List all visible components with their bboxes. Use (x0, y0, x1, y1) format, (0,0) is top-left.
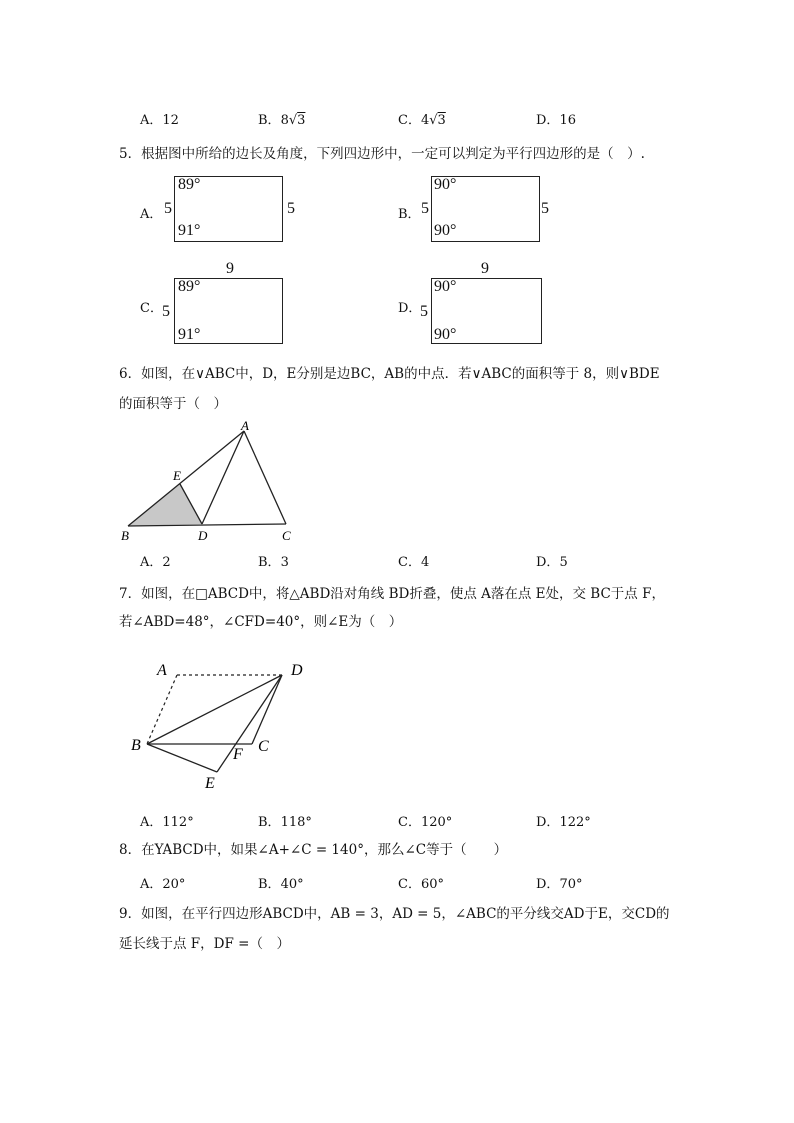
radical-sign: √ (288, 113, 298, 128)
q6-point-a: A (241, 418, 249, 433)
q6-point-c: C (282, 528, 291, 543)
q6-point-b: B (121, 528, 129, 543)
q6-option-d[interactable]: D．5 (536, 555, 568, 570)
q7-option-d[interactable]: D．122° (536, 815, 591, 830)
q7-segment-be (147, 744, 217, 772)
q5-figure-b-right-side: 5 (541, 200, 549, 217)
q6-stem-line2: 的面积等于（ ） (119, 396, 227, 412)
q8-option-d[interactable]: D．70° (536, 877, 583, 892)
q7-option-b[interactable]: B．118° (258, 815, 312, 830)
q5-figure-a-left-side: 5 (164, 200, 172, 217)
q5-figure-b-letter: B． (398, 207, 421, 222)
q6-segment-ac (244, 431, 286, 524)
q7-option-c[interactable]: C．120° (398, 815, 453, 830)
q7-parallelogram-figure (125, 655, 325, 795)
q5-figure-a-angle-top: 89° (178, 176, 201, 193)
q7-segment-cd (252, 675, 282, 744)
q9-stem-line2: 延长线于点 F，DF =（ ） (119, 936, 290, 952)
q7-segment-ed (217, 675, 282, 772)
q7-point-b: B (131, 737, 141, 754)
q6-stem-line1: 6．如图，在∨ABC中，D，E分别是边BC，AB的中点．若∨ABC的面积等于 8，则∨BDE (119, 366, 660, 382)
q5-figure-a-angle-bottom: 91° (178, 222, 201, 239)
q6-option-a[interactable]: A．2 (140, 555, 171, 570)
q8-option-a[interactable]: A．20° (140, 877, 186, 892)
q8-option-b[interactable]: B．40° (258, 877, 304, 892)
q6-triangle-figure (110, 418, 310, 546)
q5-figure-b-angle-top: 90° (434, 176, 457, 193)
q4-option-a[interactable]: A．12 (140, 113, 179, 128)
q5-stem: 5．根据图中所给的边长及角度，下列四边形中，一定可以判定为平行四边形的是（ ）. (119, 146, 645, 162)
q7-point-e: E (205, 775, 215, 792)
q5-figure-c-angle-top: 89° (178, 278, 201, 295)
q4-option-d[interactable]: D．16 (536, 113, 576, 128)
q7-stem-line1: 7．如图，在□ABCD中，将△ABD沿对角线 BD折叠，使点 A落在点 E处，交 BC于点 F， (119, 586, 665, 602)
q8-stem: 8．在YABCD中，如果∠A+∠C = 140°，那么∠C等于（ ） (119, 842, 508, 858)
q7-point-a: A (157, 662, 167, 679)
q8-option-c[interactable]: C．60° (398, 877, 444, 892)
q7-segment-bd (147, 675, 282, 744)
q5-figure-c-left-side: 5 (162, 303, 170, 320)
q7-point-d: D (291, 662, 303, 679)
q7-stem-line2: 若∠ABD=48°，∠CFD=40°，则∠E为（ ） (119, 614, 403, 630)
q9-stem-line1: 9．如图，在平行四边形ABCD中，AB = 3，AD = 5，∠ABC的平分线交AD于E，交CD的 (119, 906, 670, 922)
q6-option-c[interactable]: C．4 (398, 555, 430, 570)
q7-point-c: C (258, 738, 269, 755)
q7-point-f: F (233, 746, 243, 763)
q6-point-d: D (198, 528, 208, 543)
q5-figure-c-angle-bottom: 91° (178, 326, 201, 343)
q6-segment-ad (202, 431, 244, 524)
q5-figure-d-letter: D． (398, 301, 422, 316)
q5-figure-d-angle-bottom: 90° (434, 326, 457, 343)
radical-sign: √ (429, 113, 438, 128)
q5-figure-a-letter: A． (140, 207, 163, 222)
q5-figure-b-angle-bottom: 90° (434, 222, 457, 239)
q4-option-b[interactable]: B．8√3 (258, 113, 306, 128)
q5-figure-c-top-side: 9 (226, 260, 234, 277)
q5-figure-d-top-side: 9 (481, 260, 489, 277)
q4-option-c[interactable]: C．4√3 (398, 113, 446, 128)
q5-figure-d-left-side: 5 (420, 303, 428, 320)
q6-option-b[interactable]: B．3 (258, 555, 289, 570)
q5-figure-b-left-side: 5 (421, 200, 429, 217)
q5-figure-d-angle-top: 90° (434, 278, 457, 295)
q7-option-a[interactable]: A．112° (140, 815, 194, 830)
q5-figure-c-letter: C． (140, 301, 163, 316)
q5-figure-a-right-side: 5 (287, 200, 295, 217)
q7-dashed-ab (147, 675, 177, 744)
q6-point-e: E (173, 468, 181, 483)
